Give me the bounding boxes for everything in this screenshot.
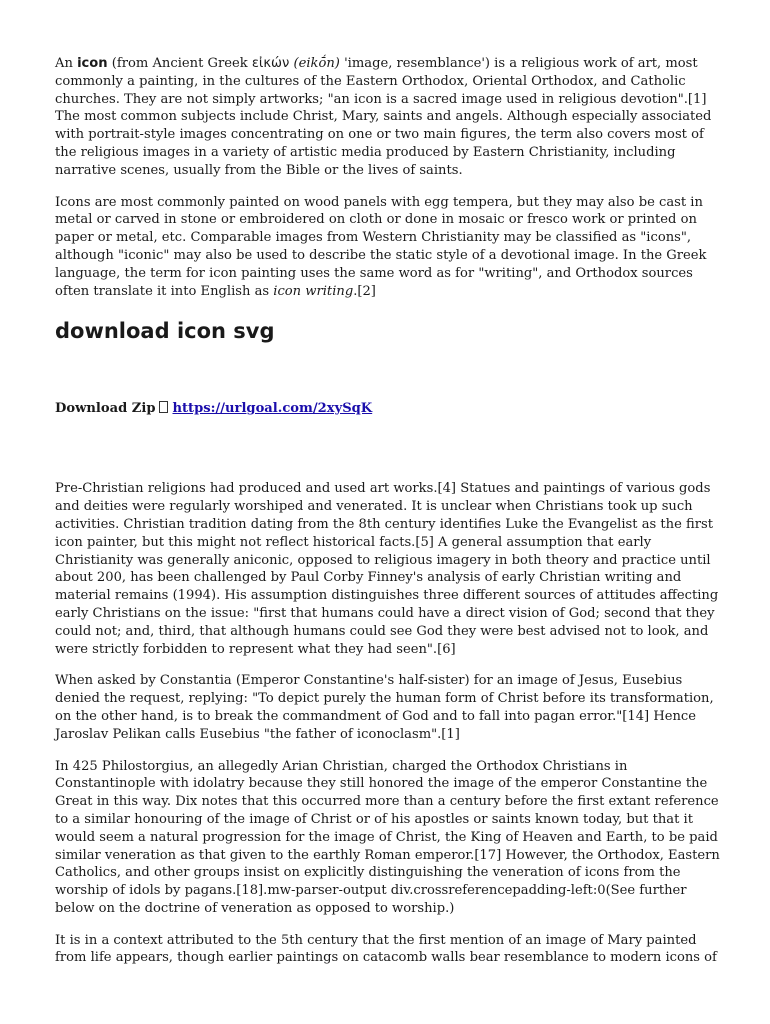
intro-text-before: An <box>55 56 78 71</box>
article <box>55 55 720 981</box>
intro-paragraph-2 <box>55 194 720 301</box>
icon-writing-term: icon writing <box>273 283 354 299</box>
body-paragraph-2: When asked by Constantia (Emperor Constantine's half-sister) for an image of Jesus, Eusebius denied the request, replying: "To depict purely the human form of Christ before its transformation, on the other hand, is to break the commandment of God and to fall into pagan error."[14] Hence Jaroslav Pelikan calls Eusebius "the father of iconoclasm".[1] <box>55 673 714 742</box>
intro-2-ref: .[2] <box>353 283 376 299</box>
body-paragraph-1: Pre-Christian religions had produced and used art works.[4] Statues and paintings of various gods and deities were regularly worshiped and venerated. It is unclear when Christians took up such activities. Christian tradition dating from the 8th century identifies Luke the Evangelist as the first icon painter, but this might not reflect historical facts.[5] A general assumption that early Christianity was generally aniconic, opposed to religious imagery in both theory and practice until about 200, has been challenged by Paul Corby Finney's analysis of early Christian writing and material remains (1994). His assumption distinguishes three different sources of attitudes affecting early Christians on the issue: "first that humans could have a direct vision of God; second that they could not; and, third, that although humans could see God they were best advised not to look, and were strictly forbidden to represent what they had seen".[6] <box>55 481 719 657</box>
page-heading: download icon svg <box>55 319 275 344</box>
download-link[interactable]: https://urlgoal.com/2xySqK <box>172 401 373 417</box>
intro-paragraph-1 <box>55 55 720 180</box>
body-paragraph-3: In 425 Philostorgius, an allegedly Arian Christian, charged the Orthodox Christians in Constantinople with idolatry because they still honored the image of the emperor Constantine the Great in this way. Dix notes that this occurred more than a century before the first extant reference to a similar honouring of the image of Christ or of his apostles or saints known today, but that it would seem a natural progression for the image of Christ, the King of Heaven and Earth, to be paid similar veneration as that given to the earthly Roman emperor.[17] However, the Orthodox, Eastern Catholics, and other groups insist on explicitly distinguishing the veneration of icons from the worship of idols by pagans.[18].mw-parser-output div.crossreferencepadding-left:0(See further below on the doctrine of veneration as opposed to worship.) <box>55 758 720 916</box>
icon-term: icon <box>77 56 108 71</box>
intro-2-text: Icons are most commonly painted on wood panels with egg tempera, but they may also be cast in metal or carved in stone or embroidered on cloth or done in mosaic or fresco work or printed on paper or metal, etc. Comparable images from Western Christianity may be classified as "icons", although "iconic" may also be used to describe the static style of a devotional image. In the Greek language, the term for icon painting uses the same word as for "writing", and Orthodox sources often translate it into English as <box>55 194 707 299</box>
body-paragraph-4: It is in a context attributed to the 5th century that the first mention of an image of Mary painted from life appears, though earlier paintings on catacomb walls bear resemblance to modern icons of <box>55 932 717 966</box>
download-label: Download Zip <box>55 401 156 417</box>
intro-text-rest: 'image, resemblance') is a religious work of art, most commonly a painting, in the cultures of the Eastern Orthodox, Oriental Orthodox, and Catholic churches. They are not simply artworks; "an icon is a sacred image used in religious devotion".[1] The most common subjects include Christ, Mary, saints and angels. Although especially associated with portrait-style images concentrating on one or two main figures, the term also covers most of the religious images in a variety of artistic media produced by Eastern Christianity, including narrative scenes, usually from the Bible or the lives of saints. <box>55 56 712 178</box>
download-line <box>55 400 720 418</box>
transliteration: (eikṓn) <box>289 56 340 71</box>
missing-glyph-icon <box>159 401 168 413</box>
intro-text-from: (from Ancient Greek <box>107 56 252 71</box>
greek-word: εἰκών <box>251 56 290 71</box>
